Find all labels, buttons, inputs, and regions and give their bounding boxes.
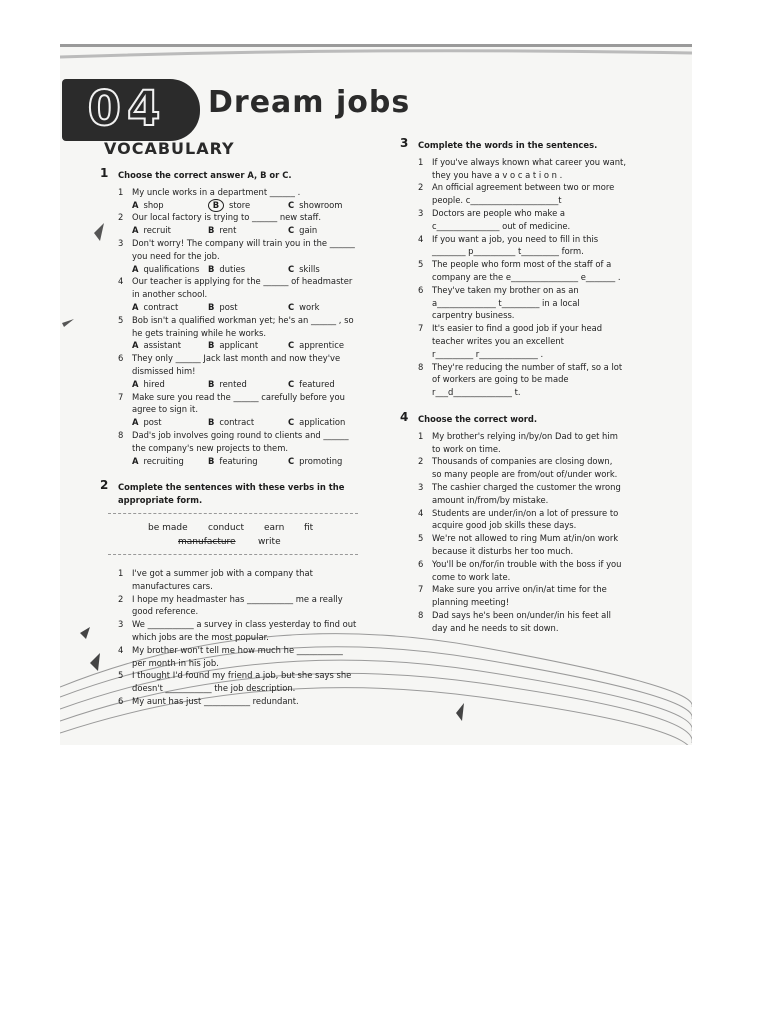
item-number: 2 (118, 593, 124, 604)
item-text-line: per month in his job. (132, 657, 219, 668)
item-text-line: The people who form most of the staff of a (432, 259, 612, 270)
exercise-item (398, 156, 648, 182)
item-text-line: I thought I'd found my friend a job, but she says she (132, 670, 352, 681)
answer-option (132, 416, 162, 429)
word-option-used: manufacture (178, 536, 236, 547)
item-text-line: They're reducing the number of staff, so a lot (432, 361, 623, 372)
answer-option (132, 455, 184, 468)
item-text-line: which jobs are the most popular. (132, 631, 269, 642)
word-box (108, 513, 358, 555)
item-number: 2 (118, 212, 124, 223)
answer-option (132, 301, 178, 314)
exercise-item (98, 669, 388, 695)
exercise-item (398, 609, 648, 635)
answer-option (208, 378, 247, 391)
answer-letter: C (288, 301, 295, 312)
item-text-line: c_______________ out of medicine. (432, 220, 571, 231)
answer-text: hired (143, 378, 165, 389)
answer-option (288, 416, 345, 429)
exercise-1-heading (98, 166, 388, 182)
item-text-line: Bob isn't a qualified workman yet; he's an ______ , so (132, 314, 354, 325)
answer-text: rented (219, 378, 247, 389)
exercise-item (398, 481, 648, 507)
answer-text: application (299, 417, 346, 428)
answer-option (132, 339, 181, 352)
answer-option (288, 199, 342, 212)
exercise-item (398, 322, 648, 360)
item-number: 3 (418, 481, 424, 492)
exercise-item (98, 186, 388, 199)
exercise-item (98, 352, 388, 378)
exercise-item (398, 258, 648, 284)
answer-text: store (229, 199, 251, 210)
item-number: 8 (418, 609, 424, 620)
answer-text: contract (219, 417, 255, 428)
answer-text: shop (143, 199, 164, 210)
word-option: earn (264, 522, 285, 533)
answer-option (288, 339, 344, 352)
item-text-line: I've got a summer job with a company that (132, 567, 313, 578)
item-number: 8 (118, 429, 124, 440)
item-text-line: The cashier charged the customer the wrong (432, 481, 621, 492)
item-number: 6 (418, 284, 424, 295)
item-text-line: teacher writes you an excellent (432, 335, 564, 346)
item-text-line: manufactures cars. (132, 580, 213, 591)
right-column (398, 136, 648, 634)
exercise-1-items (98, 186, 388, 468)
item-number: 1 (118, 567, 124, 578)
answer-letter: A (132, 455, 139, 466)
item-text-line: of workers are going to be made (432, 374, 569, 385)
exercise-number: 3 (400, 136, 409, 150)
answer-options (98, 301, 388, 314)
item-text-line: because it disturbs her too much. (432, 545, 574, 556)
answer-options (98, 224, 388, 237)
answer-text: featuring (219, 455, 258, 466)
answer-option (288, 263, 320, 276)
item-text-line: in another school. (132, 289, 208, 300)
item-number: 6 (418, 558, 424, 569)
item-text-line: he gets training while he works. (132, 327, 267, 338)
item-text-line: We ___________ a survey in class yesterday to find out (132, 619, 357, 630)
exercise-instruction-line: Complete the sentences with these verbs in the (118, 482, 345, 493)
item-number: 1 (418, 156, 424, 167)
answer-options (98, 339, 388, 352)
item-text-line: If you've always known what career you want, (432, 156, 626, 167)
exercise-item (398, 507, 648, 533)
item-number: 3 (118, 619, 124, 630)
exercise-item (398, 430, 648, 456)
item-number: 4 (418, 233, 424, 244)
answer-letter: A (132, 417, 139, 428)
exercise-item (98, 644, 388, 670)
exercise-item (98, 391, 388, 417)
answer-letter: C (288, 199, 295, 210)
answer-letter: B (208, 455, 215, 466)
exercise-item (98, 314, 388, 340)
answer-text: contract (143, 301, 179, 312)
exercise-item (98, 237, 388, 263)
answer-options (98, 416, 388, 429)
item-text-line: company are the e________________ e_______ . (432, 271, 621, 282)
item-text-line: acquire good job skills these days. (432, 520, 577, 531)
item-number: 6 (118, 695, 124, 706)
exercise-4-heading (398, 409, 648, 426)
exercise-item (398, 181, 648, 207)
answer-letter: B (208, 340, 215, 351)
answer-text: recruit (143, 225, 171, 236)
item-number: 6 (118, 353, 124, 364)
answer-text: qualifications (143, 263, 200, 274)
exercise-item (98, 275, 388, 301)
answer-letter: B (208, 225, 215, 236)
answer-letter: B (208, 263, 215, 274)
exercise-item (98, 695, 388, 708)
answer-option (132, 378, 165, 391)
item-text-line: they you have a v o c a t i o n . (432, 169, 563, 180)
section-heading: VOCABULARY (104, 139, 235, 158)
exercise-2-items (98, 567, 388, 708)
exercise-item (398, 558, 648, 584)
item-text-line: a______________ t_________ in a local (432, 297, 580, 308)
item-text-line: Make sure you arrive on/in/at time for the (432, 584, 607, 595)
exercise-number: 1 (100, 166, 109, 180)
item-number: 2 (418, 456, 424, 467)
item-text-line: If you want a job, you need to fill in this (432, 233, 599, 244)
item-text-line: you need for the job. (132, 250, 220, 261)
item-text-line: My brother won't tell me how much he ___________ (132, 644, 343, 655)
item-text-line: Thousands of companies are closing down, (432, 456, 613, 467)
item-text-line: planning meeting! (432, 597, 510, 608)
answer-text: apprentice (299, 340, 345, 351)
answer-text: work (299, 301, 320, 312)
item-text-line: day and he needs to sit down. (432, 622, 559, 633)
answer-letter: A (132, 340, 139, 351)
item-text-line: dismissed him! (132, 365, 196, 376)
exercise-item (398, 284, 648, 322)
answer-option (208, 455, 258, 468)
answer-text: featured (299, 378, 335, 389)
item-text-line: An official agreement between two or more (432, 182, 615, 193)
item-text-line: Doctors are people who make a (432, 207, 566, 218)
item-text-line: They only ______ Jack last month and now they've (132, 353, 341, 364)
answer-option (208, 301, 237, 314)
left-column (98, 166, 388, 708)
answer-option (132, 224, 171, 237)
exercise-item (98, 211, 388, 224)
answer-option (132, 263, 199, 276)
item-text-line: doesn't ___________ the job description. (132, 683, 296, 694)
exercise-instruction: Complete the words in the sentences. (418, 140, 598, 150)
answer-option (208, 339, 258, 352)
item-text-line: Students are under/in/on a lot of pressure to (432, 507, 619, 518)
word-option: fit (304, 522, 314, 533)
exercise-instruction: Choose the correct answer A, B or C. (118, 170, 292, 180)
item-text-line: My brother's relying in/by/on Dad to get him (432, 430, 618, 441)
answer-letter: C (288, 455, 295, 466)
answer-letter: A (132, 378, 139, 389)
item-text-line: so many people are from/out of/under work. (432, 469, 618, 480)
answer-option (288, 301, 319, 314)
item-text-line: amount in/from/by mistake. (432, 494, 549, 505)
answer-option (288, 455, 342, 468)
exercise-item (398, 233, 648, 259)
answer-letter: A (132, 225, 139, 236)
item-text-line: to work on time. (432, 443, 501, 454)
item-text-line: Our local factory is trying to ______ new staff. (132, 212, 322, 223)
exercise-number: 4 (400, 409, 409, 424)
item-text-line: My aunt has just ___________ redundant. (132, 695, 299, 706)
answer-letter: C (288, 225, 295, 236)
answer-letter: B (208, 417, 215, 428)
answer-letter: C (288, 263, 295, 274)
item-text-line: We're not allowed to ring Mum at/in/on work (432, 533, 619, 544)
answer-letter: C (288, 417, 295, 428)
answer-letter: B (208, 301, 215, 312)
item-text-line: My uncle works in a department ______ . (132, 186, 301, 197)
exercise-item (398, 361, 648, 399)
answer-letter: A (132, 199, 139, 210)
item-number: 7 (418, 323, 424, 334)
answer-text: gain (299, 225, 318, 236)
item-text-line: agree to sign it. (132, 404, 198, 415)
answer-options (98, 378, 388, 391)
answer-text: showroom (299, 199, 343, 210)
answer-letter: C (288, 340, 295, 351)
answer-option (208, 199, 250, 212)
answer-text: duties (219, 263, 246, 274)
answer-text: post (219, 301, 238, 312)
item-text-line: Our teacher is applying for the ______ of headmaster (132, 276, 353, 287)
item-number: 5 (118, 314, 124, 325)
word-option: write (258, 536, 281, 547)
exercise-item (98, 593, 388, 619)
item-number: 8 (418, 361, 424, 372)
item-text-line: Make sure you read the ______ carefully before you (132, 391, 345, 402)
item-number: 4 (118, 644, 124, 655)
exercise-item (398, 532, 648, 558)
item-text-line: I hope my headmaster has ___________ me a really (132, 593, 343, 604)
item-text-line: come to work late. (432, 571, 511, 582)
answer-text: applicant (219, 340, 259, 351)
item-number: 1 (118, 186, 124, 197)
item-number: 2 (418, 182, 424, 193)
exercise-instruction: Choose the correct word. (418, 413, 538, 424)
answer-text: promoting (299, 455, 343, 466)
answer-option (132, 199, 164, 212)
item-text-line: carpentry business. (432, 310, 515, 321)
answer-text: assistant (143, 340, 182, 351)
answer-text: rent (219, 225, 237, 236)
answer-option (208, 263, 245, 276)
exercise-3-heading (398, 136, 648, 152)
answer-text: recruiting (143, 455, 184, 466)
item-text-line: You'll be on/for/in trouble with the boss if you (432, 558, 622, 569)
answer-options (98, 199, 388, 212)
word-option: conduct (208, 522, 245, 533)
item-text-line: Don't worry! The company will train you in the ______ (132, 237, 355, 248)
item-text-line: They've taken my brother on as an (432, 284, 579, 295)
item-text-line: ________ p__________ t_________ form. (432, 246, 584, 257)
exercise-item (98, 618, 388, 644)
item-number: 5 (418, 259, 424, 270)
item-text-line: the company's new projects to them. (132, 442, 289, 453)
item-number: 5 (118, 670, 124, 681)
item-number: 7 (418, 584, 424, 595)
item-text-line: r___d______________ t. (432, 387, 521, 398)
item-text-line: It's easier to find a good job if your head (432, 323, 603, 334)
answer-option (208, 224, 236, 237)
item-text-line: people. c_____________________t (432, 195, 562, 206)
word-option: be made (148, 522, 188, 533)
exercise-2-heading (98, 478, 388, 507)
answer-letter: C (288, 378, 295, 389)
item-number: 3 (418, 207, 424, 218)
answer-options (98, 263, 388, 276)
answer-option (288, 378, 335, 391)
exercise-4-items (398, 430, 648, 635)
item-number: 3 (118, 237, 124, 248)
exercise-number: 2 (100, 478, 109, 493)
answer-options (98, 455, 388, 468)
answer-letter-circled: B (208, 199, 224, 212)
unit-number: 04 (87, 81, 167, 137)
exercise-item (98, 429, 388, 455)
answer-letter: A (132, 263, 139, 274)
unit-title: Dream jobs (208, 85, 411, 120)
item-number: 7 (118, 391, 124, 402)
unit-number-badge (62, 79, 200, 141)
exercise-item (398, 207, 648, 233)
item-text-line: Dad says he's been on/under/in his feet all (432, 609, 611, 620)
item-text-line: good reference. (132, 606, 199, 617)
answer-letter: A (132, 301, 139, 312)
worksheet-page (60, 44, 692, 745)
item-text-line: r_________ r______________ . (432, 348, 544, 359)
answer-letter: B (208, 378, 215, 389)
answer-text: skills (299, 263, 320, 274)
answer-option (208, 416, 254, 429)
exercise-3-items (398, 156, 648, 399)
item-text-line: Dad's job involves going round to clients and ______ (132, 429, 349, 440)
answer-text: post (143, 417, 162, 428)
item-number: 4 (118, 276, 124, 287)
exercise-item (398, 583, 648, 609)
exercise-instruction-line: appropriate form. (118, 495, 203, 506)
item-number: 5 (418, 533, 424, 544)
exercise-item (398, 455, 648, 481)
item-number: 1 (418, 430, 424, 441)
answer-option (288, 224, 317, 237)
item-number: 4 (418, 507, 424, 518)
exercise-item (98, 567, 388, 593)
